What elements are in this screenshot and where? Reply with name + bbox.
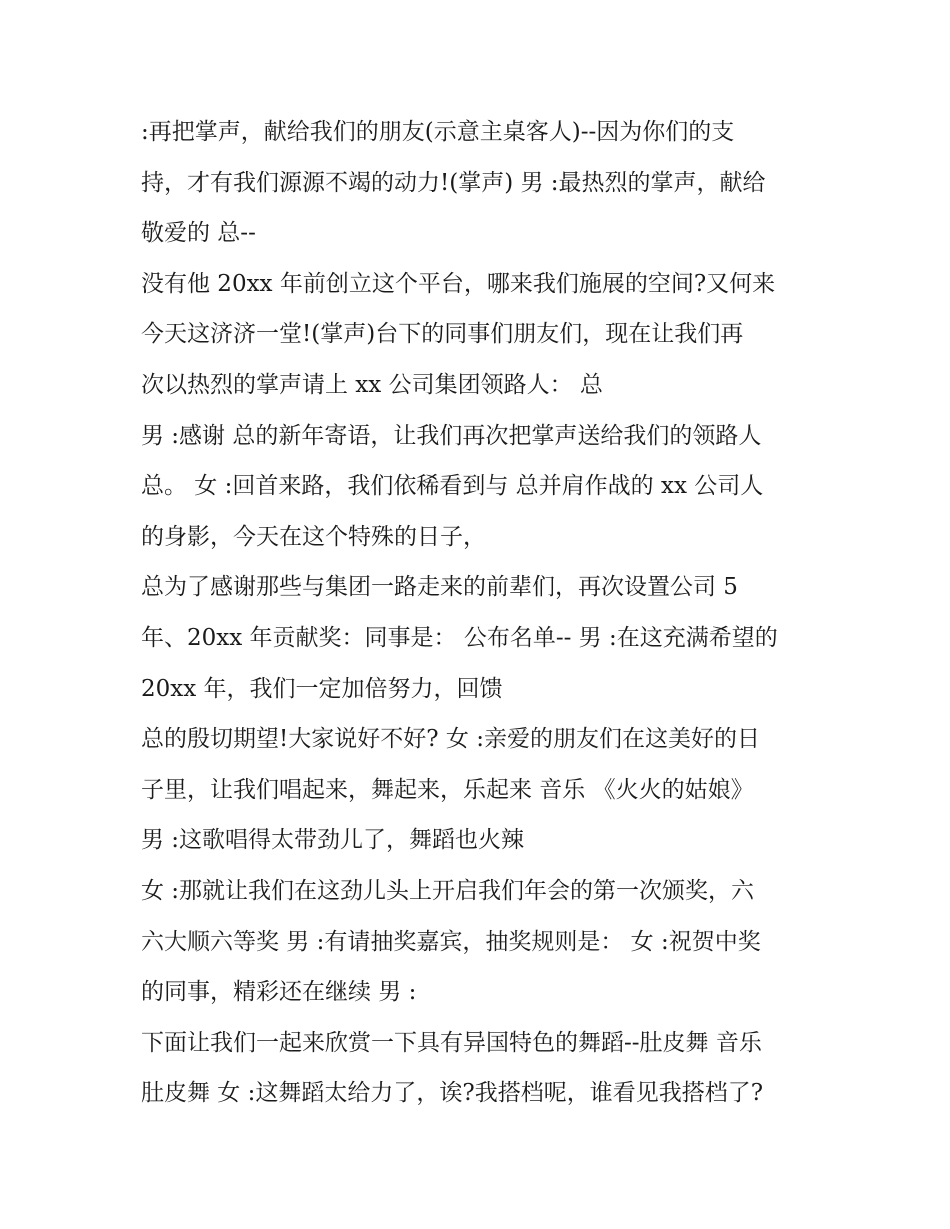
text-line: 的同事，精彩还在继续 男 :: [141, 979, 417, 1006]
text-line: 年、20xx 年贡献奖：同事是： 公布名单-- 男 :在这充满希望的: [141, 624, 778, 651]
text-line: 肚皮舞 女 :这舞蹈太给力了，诶?我搭档呢，谁看见我搭档了?: [141, 1080, 764, 1107]
text-line: 总。 女 :回首来路，我们依稀看到与 总并肩作战的 xx 公司人: [141, 473, 764, 500]
text-line: 次以热烈的掌声请上 xx 公司集团领路人： 总: [141, 371, 603, 398]
document-body: [141, 107, 821, 1119]
text-line: 今天这济济一堂!(掌声)台下的同事们朋友们，现在让我们再: [141, 321, 744, 348]
text-line: 女 :那就让我们在这劲儿头上开启我们年会的第一次颁奖，六: [141, 877, 755, 904]
text-line: 的身影，今天在这个特殊的日子，: [141, 523, 486, 550]
text-line: 没有他 20xx 年前创立这个平台，哪来我们施展的空间?又何来: [141, 270, 776, 297]
text-line: 敬爱的 总--: [141, 220, 256, 247]
text-line: 总为了感谢那些与集团一路走来的前辈们，再次设置公司 5: [141, 574, 738, 601]
text-line: 六大顺六等奖 男 :有请抽奖嘉宾，抽奖规则是： 女 :祝贺中奖: [141, 928, 761, 955]
text-line: 20xx 年，我们一定加倍努力，回馈: [141, 675, 503, 702]
text-line: 持，才有我们源源不竭的动力!(掌声) 男 :最热烈的掌声，献给: [141, 169, 766, 196]
text-line: 下面让我们一起来欣赏一下具有异国特色的舞蹈--肚皮舞 音乐: [141, 1029, 762, 1056]
text-line: 男 :这歌唱得太带劲儿了，舞蹈也火辣: [141, 827, 525, 854]
text-line: 子里，让我们唱起来，舞起来，乐起来 音乐 《火火的姑娘》: [141, 776, 754, 803]
text-line: :再把掌声，献给我们的朋友(示意主桌客人)--因为你们的支: [141, 119, 735, 145]
text-line: 男 :感谢 总的新年寄语，让我们再次把掌声送给我们的领路人: [141, 422, 762, 449]
text-line: 总的殷切期望!大家说好不好? 女 :亲爱的朋友们在这美好的日: [141, 726, 760, 753]
